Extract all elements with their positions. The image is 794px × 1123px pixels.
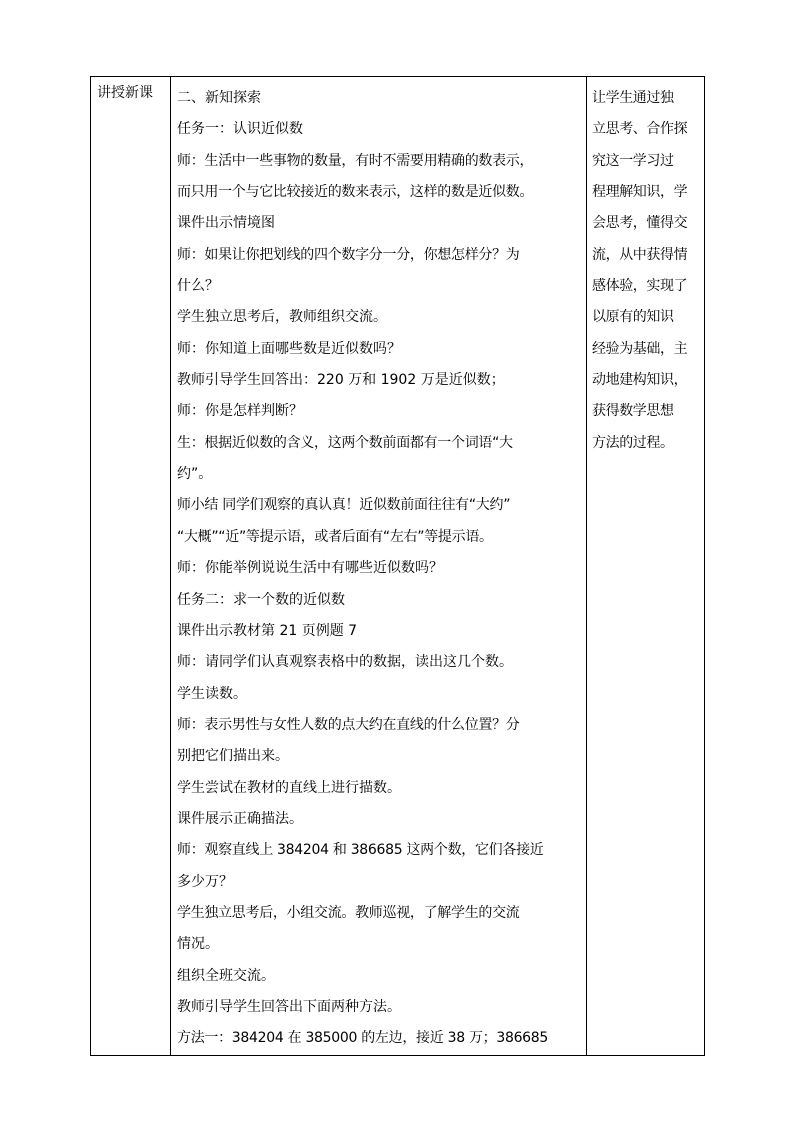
intent-line: 动地建构知识， (592, 372, 688, 389)
intent-line: 方法的过程。 (592, 434, 674, 451)
content-line: 方法一：384204 在 385000 的左边，接近 38 万；386685 (177, 1030, 548, 1047)
design-intent-cell (587, 77, 705, 1056)
content-line: “大概”“近”等提示语，或者后面有“左右”等提示语。 (177, 528, 493, 545)
intent-line: 流，从中获得情 (592, 246, 688, 263)
intent-line: 程理解知识，学 (592, 184, 688, 201)
content-line: 师：如果让你把划线的四个数字分一分，你想怎样分？为 (177, 246, 520, 263)
content-line: 师：表示男性与女性人数的点大约在直线的什么位置？分 (177, 716, 520, 733)
stage-label: 讲授新课 (97, 85, 153, 101)
intent-line: 以原有的知识 (592, 309, 674, 326)
content-line: 约”。 (177, 466, 213, 483)
content-line: 多少万？ (177, 873, 233, 890)
content-line: 课件展示正确描法。 (177, 810, 303, 827)
content-line: 师：你知道上面哪些数是近似数吗？ (177, 340, 401, 357)
content-line: 师：请同学们认真观察表格中的数据，读出这几个数。 (177, 654, 513, 671)
intent-line: 经验为基础，主 (592, 340, 688, 357)
content-line: 二、新知探索 (177, 90, 261, 106)
content-line: 课件出示教材第 21 页例题 7 (177, 622, 358, 639)
lesson-plan-table (90, 76, 705, 1056)
content-line: 别把它们描出来。 (177, 748, 289, 765)
content-line: 任务二：求一个数的近似数 (177, 591, 345, 608)
content-line: 组织全班交流。 (177, 967, 275, 984)
content-line: 情况。 (177, 936, 219, 953)
content-line: 师小结 同学们观察的真认真！近似数前面往往有“大约” (177, 497, 511, 514)
content-line: 什么？ (177, 278, 219, 295)
table-row (91, 77, 705, 1056)
intent-line: 让学生通过独 (592, 90, 674, 106)
intent-line: 立思考、合作探 (592, 121, 688, 138)
content-cell (171, 77, 587, 1056)
content-line: 课件出示情境图 (177, 215, 275, 232)
content-line: 师：你是怎样判断？ (177, 403, 303, 420)
stage-cell (91, 77, 171, 1056)
content-line: 师：观察直线上 384204 和 386685 这两个数，它们各接近 (177, 842, 544, 859)
content-line: 学生独立思考后，教师组织交流。 (177, 309, 387, 326)
content-line: 教师引导学生回答出下面两种方法。 (177, 998, 401, 1015)
intent-line: 会思考，懂得交 (592, 215, 688, 232)
content-line: 师：生活中一些事物的数量，有时不需要用精确的数表示， (177, 152, 534, 169)
content-line: 而只用一个与它比较接近的数来表示，这样的数是近似数。 (177, 184, 534, 201)
content-line: 师：你能举例说说生活中有哪些近似数吗？ (177, 560, 443, 577)
content-line: 学生读数。 (177, 685, 247, 702)
intent-line: 获得数学思想 (592, 403, 674, 420)
content-line: 学生独立思考后，小组交流。教师巡视，了解学生的交流 (177, 904, 520, 921)
intent-line: 究这一学习过 (592, 152, 674, 169)
intent-line: 感体验，实现了 (592, 278, 688, 295)
content-line: 任务一：认识近似数 (177, 121, 303, 138)
content-line: 生：根据近似数的含义，这两个数前面都有一个词语“大 (177, 434, 513, 451)
content-line: 学生尝试在教材的直线上进行描数。 (177, 779, 401, 796)
content-line: 教师引导学生回答出：220 万和 1902 万是近似数； (177, 372, 505, 389)
